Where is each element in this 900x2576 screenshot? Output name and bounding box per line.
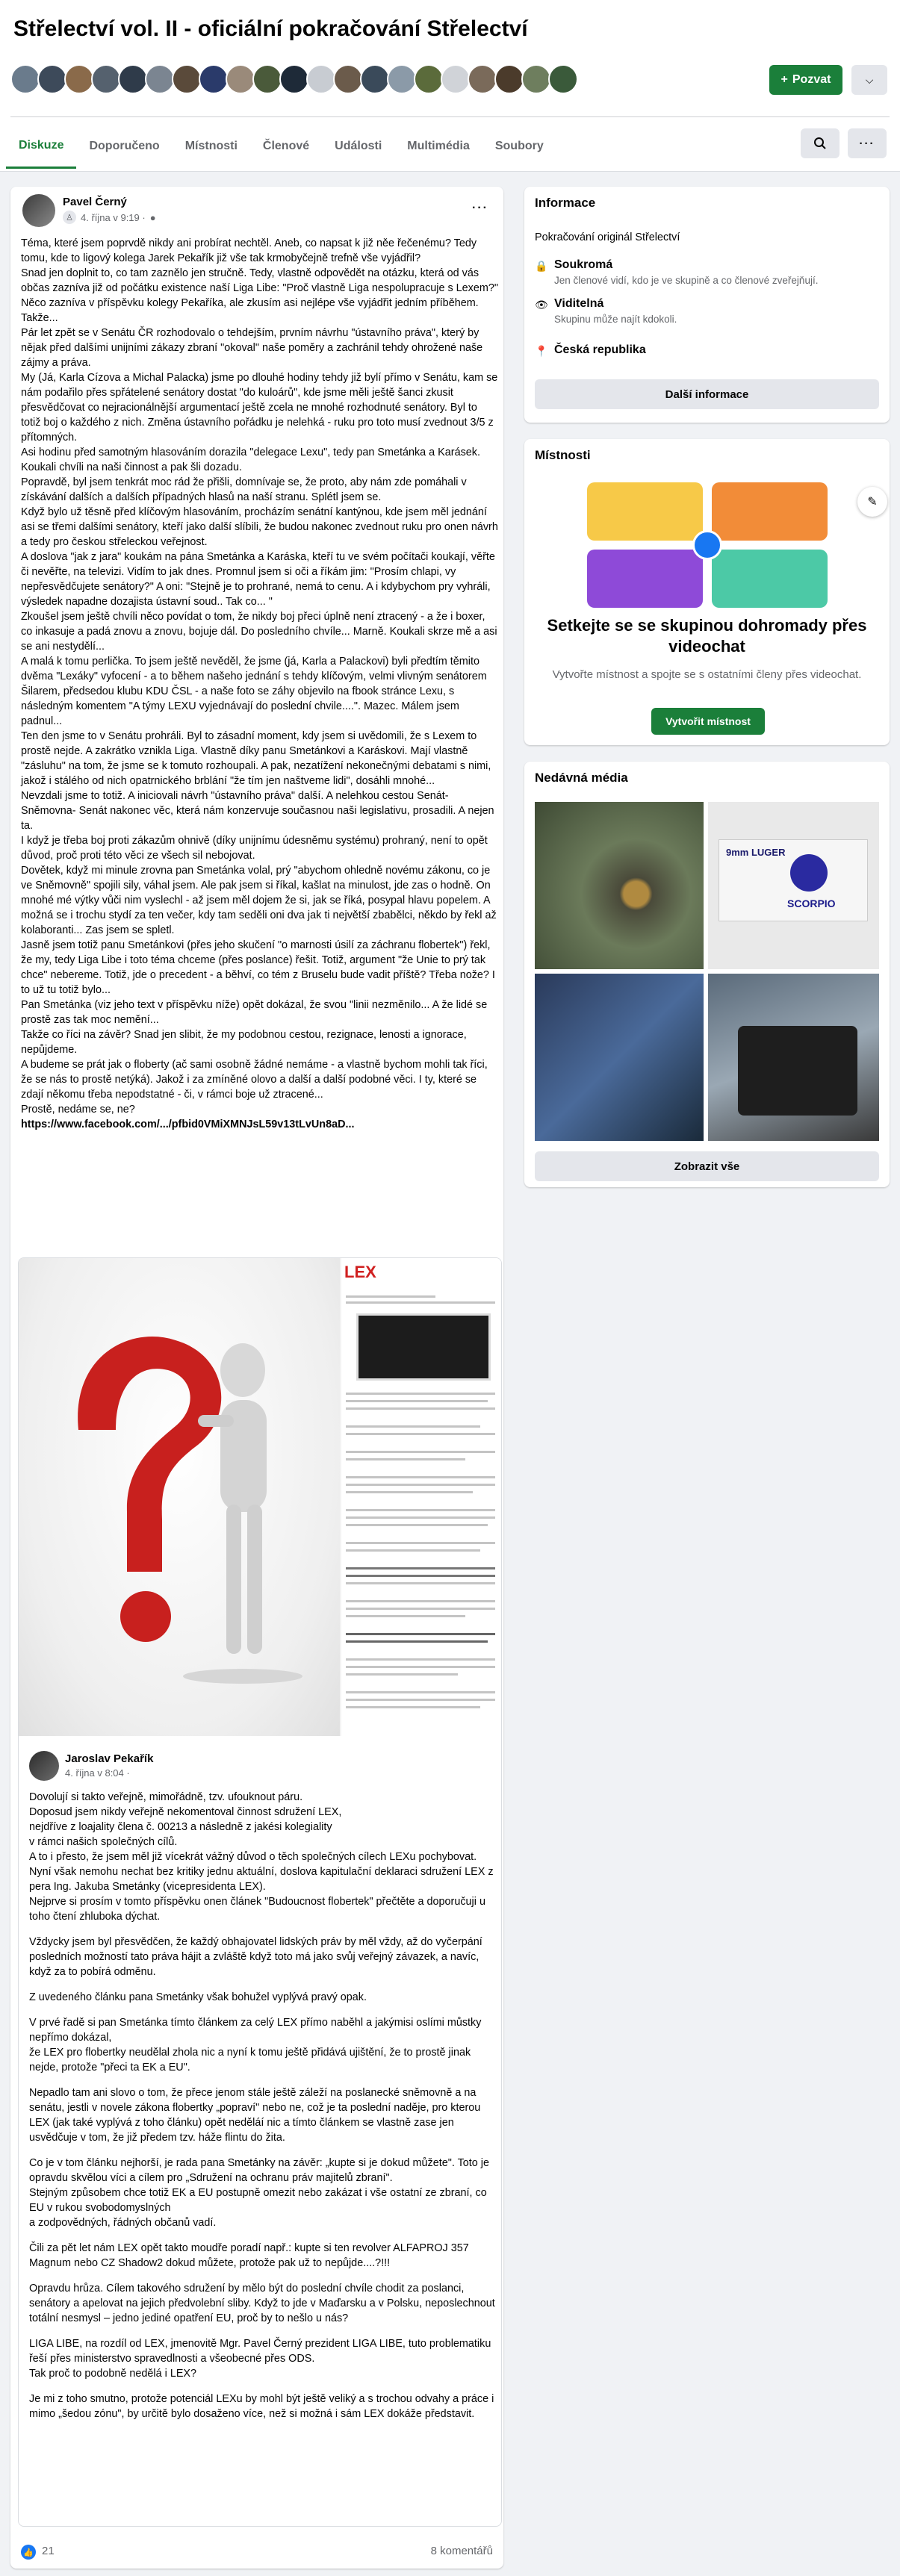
shared-paragraph: Opravdu hrůza. Cílem takového sdružení by mělo být do poslední chvíle chodit za poslanci, senátory a apelovat na jejich předvolební sliby. Když to jde v Maďarsku a v Polsku, neposlechnout totální nesmysl – jedno jediné opatření EU, proč by to nešlo u nás? [29, 2283, 495, 2324]
invite-button[interactable] [769, 65, 842, 95]
search-button[interactable] [801, 128, 840, 158]
group-header [0, 0, 900, 172]
question-figure-image [19, 1258, 340, 1736]
media-item-pistol[interactable] [535, 974, 704, 1141]
show-all-button[interactable]: Zobrazit vše [535, 1151, 879, 1181]
rooms-headline: Setkejte se se skupinou dohromady přes videochat [547, 616, 867, 656]
header-more-button[interactable] [851, 65, 887, 95]
member-avatar[interactable] [306, 64, 336, 94]
rooms-tile [587, 550, 703, 608]
rooms-title: Místnosti [535, 448, 591, 462]
doc-line [346, 1301, 495, 1304]
post-paragraph: Takže co říci na závěr? Snad jen slibit, že my podobnou cestou, rezignace, lenosti a ignorace, nepůjdeme. [21, 1029, 467, 1056]
lex-logo: LEX [344, 1263, 376, 1281]
post-paragraph: My (Já, Karla Cízova a Michal Palacka) jsme po dlouhé hodiny tehdy již bylí přímo v Senátu, kam se nám podařilo přes spřátelené senátory dostat "do kuloárů", kde jsme měli ještě šanci zkusit přesvědčovat co nejracionálnější argumentací ještě zcela ne mnohé rozhodnuté senátory. Byl to totiž boj o každého z nich. Změna ústavního pořádku je nelehká - ruku pro toto musí zvednout 3/5 z přítomných. [21, 372, 498, 444]
shared-paragraph: Co je v tom článku nejhorší, je rada pana Smetánky na závěr: „kupte si je dokud můžete". Toto je opravdu skvělou víci a cílem pro „Sdružení na ochranu práv majitelů zbraní". Stejným způsobem chce totiž EK a EU postupně omezit nebo zakázat i vše ostatní ze zbraní, co EU v rukou svobodomyslných a zodpovědných, řádných občanů vadí. [29, 2157, 489, 2229]
post-paragraph: Snad jen doplnit to, co tam zaznělo jen stručně. Tedy, vlastně odpovědět na otázku, která od vás občas zazníva již od počátku existence naší Liga Libe: "Proč vlastně Liga nespolupracuje s Lexem?" [21, 267, 498, 294]
edit-icon: ✎ [867, 496, 878, 508]
doc-line [346, 1666, 495, 1668]
tab-members[interactable]: Členové [262, 140, 310, 152]
doc-line [346, 1407, 495, 1410]
tab-media[interactable]: Multimédia [407, 140, 470, 152]
doc-line [346, 1509, 495, 1511]
doc-line [346, 1542, 495, 1544]
doc-line [346, 1608, 495, 1610]
doc-line [346, 1658, 495, 1661]
post-paragraph: Dovětek, když mi minule zrovna pan Smetánka volal, prý "abychom ohledně novému zákonu, co je ve Sněmovně" spojili sily, váhal jsem. Ale pak jsem si říkal, kašlat na minulost, jde zas o hodně. On mnohé mé výtky vůči nim vyslechl - až jsem měl dojem že si, jak se říká, posypal hlavu popelem. A možná se i trochu stydí za ten večer, kdy tam seděli oni dva jak ti největší zbabělci, někdo by řekl až kolaboranti... Zas jsem se spletl. [21, 865, 497, 936]
member-avatar[interactable] [252, 64, 282, 94]
lock-icon: 🔒 [535, 260, 548, 272]
rooms-illustration [587, 482, 828, 608]
media-item-case[interactable] [708, 974, 879, 1141]
media-item-scorpio-ammo[interactable] [708, 802, 879, 969]
privacy-label: Soukromá [554, 258, 613, 271]
shared-paragraph: Vždycky jsem byl přesvědčen, že každý obhajovatel lidských práv by měl vždy, až do vyčerpání posledních možností tato práva hájit a zvláště když toto má jako svůj veřejný závazek, a navíc, když za to pobírá odměnu. [29, 1936, 482, 1978]
media-title: Nedávná média [535, 771, 628, 785]
member-avatar[interactable] [172, 64, 202, 94]
member-avatar[interactable] [145, 64, 175, 94]
doc-line [346, 1400, 488, 1402]
rooms-card [524, 439, 890, 745]
doc-line [346, 1673, 458, 1676]
visibility-label: Viditelná [554, 297, 604, 310]
post-paragraph: Prostě, nedáme se, ne? [21, 1104, 135, 1116]
media-item-bullet[interactable] [535, 802, 704, 969]
post-paragraph: Když bylo už těsně před klíčovým hlasováním, procházím senátní kantýnou, kde jsem měl jednání asi se třemi dalšími senátory, kteří jako další slíbili, že budou nakonec zvednout ruku pro onen návrh a tedy pro českou střeleckou veřejnost. [21, 506, 498, 548]
info-card [524, 187, 890, 423]
member-avatar[interactable] [199, 64, 229, 94]
info-description: Pokračování originál Střelectví [535, 231, 680, 243]
member-avatar[interactable] [226, 64, 255, 94]
doc-line [346, 1425, 480, 1428]
tabs-more-button[interactable] [848, 128, 887, 158]
tab-events[interactable]: Události [335, 140, 382, 152]
doc-line [346, 1600, 495, 1602]
shared-paragraph: LIGA LIBE, na rozdíl od LEX, jmenovitě Mgr. Pavel Černý prezident LIGA LIBE, tuto problematiku řeší přes ministerstvo spravedlnosti a všeobecné přes ODS. Tak proč to podobně nedělá i LEX? [29, 2338, 491, 2380]
eye-icon: 👁 [535, 299, 548, 311]
privacy-sub: Jen členové vidí, kdo je ve skupině a co členové zveřejňují. [554, 275, 819, 286]
globe-icon: ● [149, 211, 156, 223]
doc-line [346, 1393, 495, 1395]
location-icon: 📍 [535, 345, 548, 357]
lex-document-image [341, 1258, 502, 1736]
member-avatar[interactable] [64, 64, 94, 94]
doc-line [346, 1575, 495, 1577]
post-time[interactable]: 4. října v 9:19 · [81, 211, 146, 223]
shared-paragraph: Nepadlo tam ani slovo o tom, že přece jenom stále ještě záleží na poslanecké sněmovně a na senátu, jestli v novele zákona flobertky „popraví" nebo ne, což je ta poslední naděje, pro kterou LEX (jak také vyplývá z toho článku) opět neděláí nic a tímto článkem se vlastně zase jen usvědčuje v tom, že již předem tzv. háže flintu do žita. [29, 2087, 481, 2144]
doc-line [346, 1633, 495, 1635]
plus-icon: + [780, 73, 788, 86]
post-paragraph: Asi hodinu před samotným hlasováním dorazila "delegace Lexu", tedy pan Smetánka a Karásek. Koukali chvíli na naši činnost a pak šli dozadu. [21, 447, 480, 473]
tab-rooms[interactable]: Místnosti [184, 140, 238, 152]
shared-image[interactable] [19, 1258, 502, 1736]
shared-paragraph: Dovolují si takto veřejně, mimořádně, tzv. ufouknout páru. Doposud jsem nikdy veřejně nekomentoval činnost sdružení LEX, nejdříve z loajality člena č. 00213 a následně z jakési kolegiality v rámci našich společných cílů. A to i přesto, že jsem měl již vícekrát vážný důvod o těch společných cílech LEXu pochybovat. Nyní však nemohu nechat bez kritiky jednu aktuální, doslova kapitulační deklaraci sdružení LEX z pera Ing. Jakuba Smetánky (vicepresidenta LEX). Nejprve si prosím v tomto příspěvku onen článek "Budoucnost flobertek" přečtěte a doporučuji u toho čtení zhluboka dýchat. [29, 1791, 494, 1923]
info-title: Informace [535, 196, 596, 210]
member-avatar[interactable] [360, 64, 390, 94]
rooms-description: Vytvořte místnost a spojte se s ostatními členy přes videochat. [552, 668, 862, 681]
tab-featured[interactable]: Doporučeno [89, 140, 160, 152]
shared-body [29, 1790, 495, 2432]
doc-line [346, 1476, 495, 1478]
chevron-down-icon: ⌵ [865, 73, 874, 86]
post-paragraph: Něco zazníva v příspěvku kolegy Pekaříka, ale zkusím asi nejlépe vše vyjádřit jedním příběhem. Takže... [21, 297, 479, 324]
member-avatar[interactable] [279, 64, 309, 94]
visibility-sub: Skupinu může najít kdokoli. [554, 314, 677, 325]
header-divider [10, 116, 890, 117]
shared-time[interactable]: 4. října v 8:04 · [65, 1767, 130, 1779]
doc-line [346, 1699, 495, 1701]
doc-line [346, 1567, 495, 1569]
revolver-photo [356, 1313, 491, 1381]
shared-author[interactable]: Jaroslav Pekařík [65, 1752, 154, 1765]
member-avatar[interactable] [37, 64, 67, 94]
doc-line [346, 1549, 480, 1552]
member-avatar[interactable] [468, 64, 497, 94]
member-avatar[interactable] [521, 64, 551, 94]
comments-count[interactable]: 8 komentářů [430, 2545, 493, 2557]
more-icon: ··· [859, 137, 875, 150]
doc-line [346, 1582, 495, 1584]
post-paragraph: Nevzdali jsme to totiž. A iniciovali návrh "ústavního práva" další. A nelehkou cestou Senát-Sněmovna- Senát nakonec věc, která nám konzervuje současnou naši legislativu, prosadili. A nejen ta. [21, 790, 494, 832]
like-icon: 👍 [21, 2545, 36, 2560]
more-info-button[interactable]: Další informace [535, 379, 879, 409]
post-paragraph: Pan Smetánka (viz jeho text v příspěvku níže) opět dokázal, že svou "linii nezměnilo... A že lidé se prostě zas tak moc nemění... [21, 999, 488, 1026]
shared-paragraph: V prvé řadě si pan Smetánka tímto článkem za celý LEX přímo naběhl a jakýmisi oslími můstky nepřímo dokázal, že LEX pro flobertky neudělal zhola nic a nyní k tomu ještě přidává ujištění, že to prostě jinak nejde, protože "přeci ta EK a EU". [29, 2017, 482, 2073]
rooms-tile [712, 550, 828, 608]
member-avatar[interactable] [441, 64, 471, 94]
post [10, 187, 503, 2569]
post-paragraph: Ten den jsme to v Senátu prohráli. Byl to zásadní moment, kdy jsem si uvědomili, že s Lexem to prostě nejde. A zakrátko vznikla Liga. Vlastně díky panu Smetánkovi a Karáskovi. Mají vlastně "zásluhu" na tom, že jsme se k tomuto rozhoupali. A pak, nezatížení nekonečnými debatami s nimi, jakož i stálého od nich opatrnického brblání "že tím jen naštveme lidi", dosáhli mnohé... [21, 730, 491, 787]
member-avatars[interactable] [10, 64, 575, 97]
member-avatar[interactable] [414, 64, 444, 94]
doc-line [346, 1706, 480, 1708]
avatar[interactable] [22, 194, 55, 227]
post-paragraph: Téma, které jsem poprvdě nikdy ani probírat nechtěl. Aneb, co napsat k již něe řečenému? Tedy tomu, kde to ligový kolega Jarek Pekařík již vše tak krmobyčejně trefně vše vyjádřil? [21, 237, 477, 264]
messenger-icon [692, 530, 722, 560]
member-avatar[interactable] [118, 64, 148, 94]
avatar[interactable] [29, 1751, 59, 1781]
rooms-tile [587, 482, 703, 541]
shared-post[interactable] [18, 1257, 502, 2527]
case-photo [738, 1026, 857, 1116]
luger-label: 9mm LUGER [726, 847, 786, 858]
post-paragraph: Zkoušel jsem ještě chvíli něco povídat o tom, že nikdy boj přeci úplně není ztracený - a že i boxer, co inkasuje a padá znovu a znovu, bojuje dál. Do posledního chvíle... Marně. Koukali skrze mě a asi se ani nestydělí... [21, 611, 497, 653]
invite-button-label: Pozvat [792, 73, 831, 86]
shared-paragraph: Čili za pět let nám LEX opět takto moudře poradí např.: kupte si ten revolver ALFAPROJ 357 Magnum nebo CZ Shadow2 dokud můžete, protože pak už to nepůjde....?!!! [29, 2242, 469, 2269]
post-link[interactable]: https://www.facebook.com/.../pfbid0VMiXMNJsL59v13tLvUn8aD... [21, 1119, 355, 1130]
rooms-tile [712, 482, 828, 541]
member-avatar[interactable] [387, 64, 417, 94]
doc-line [346, 1433, 495, 1435]
tab-files[interactable]: Soubory [494, 140, 544, 152]
member-avatar[interactable] [333, 64, 363, 94]
doc-line [346, 1615, 465, 1617]
create-room-button[interactable]: Vytvořit místnost [651, 708, 765, 735]
doc-line [346, 1491, 473, 1493]
scorpion-logo [790, 854, 828, 892]
tab-discussion[interactable]: Diskuze [6, 124, 76, 169]
post-paragraph: Pár let zpět se v Senátu ČR rozhodovalo o tehdejším, prvním návrhu "ústavního práva", který by nějak před dalšími unijními zákazy zbraní "okoval" naše poměry a zachránil tehdy ohrožené naše zájmy a práva. [21, 327, 483, 369]
post-paragraph: Jasně jsem totiž panu Smetánkovi (přes jeho skučení "o marnosti úsilí za záchranu flobertek") řekl, že my, tedy Liga Libe i toto téma chceme (přes poslance) řešit. Totiž, argument "že Unie to prý tak chce" nebereme. Totiž, jde o precedent - a běhví, co tém z Bruselu bude vadit příště? Třeba nože? I to už tu totiž bylo... [21, 939, 495, 996]
doc-line [346, 1458, 465, 1460]
media-card [524, 762, 890, 1187]
scorpio-label: SCORPIO [787, 897, 836, 909]
shared-paragraph: Z uvedeného článku pana Smetánky však bohužel vyplývá pravý opak. [29, 1991, 367, 2003]
post-body [21, 236, 499, 1132]
doc-line [346, 1484, 495, 1486]
shared-paragraph: Je mi z toho smutno, protože potenciál LEXu by mohl být ještě veliký a s trochou odvahy a práce i mimo „šedou zónu", by určitě bylo dosaženo více, než si možná i sám LEX dokáže představit. [29, 2393, 494, 2420]
post-paragraph: A malá k tomu perlička. To jsem ještě nevěděl, že jsme (já, Karla a Palackovi) byli předtím těmito dvěma "Lexáky" vyfocení - a to během našeho jednání s tehdy klíčovým, velmi vlivným senátorem Šilarem, předsedou klubu KDU ČSL - a naše foto se záhy objevilo na fbook stránce Lexu, s následným komentem "A týmy LEXU vyjednávají do poslední chvile....". Mazec. Málem jsem padnul... [21, 656, 487, 727]
post-paragraph: A doslova "jak z jara" koukám na pána Smetánka a Karáska, kteří tu ve svém počítači koukají, věřte či nevěřte, na televizi. Vidím to jak dnes. Promnul jsem si oči a říkám jim: "Prosím chlapi, vy nepřesvědčujete senátory?" A oni: "Stejně je to prohrané, nemá to cenu. A i kdybychom pry vyhráli, výsledek napadne dozajista ústavní soud.. Tak co... " [21, 551, 495, 608]
post-author[interactable]: Pavel Černý [63, 196, 127, 208]
member-avatar[interactable] [10, 64, 40, 94]
post-paragraph: A budeme se prát jak o floberty (ač sami osobně žádné nemáme - a vlastně bychom mohli tak říci, že se nás to prostě netýká). Jakož i za zmíněné olovo a další a další podobné věci. I ty, které se zdají někomu třeba nepodstatné - či, v rámci boje už ztracené... [21, 1059, 488, 1101]
question-mark-illustration [19, 1258, 340, 1736]
post-footer [21, 2543, 493, 2561]
doc-line [346, 1295, 435, 1298]
member-avatar[interactable] [91, 64, 121, 94]
media-grid [535, 802, 879, 1141]
doc-line [346, 1640, 488, 1643]
doc-line [346, 1516, 495, 1519]
doc-line [346, 1524, 488, 1526]
post-paragraph: I když je třeba boj proti zákazům ohnivě (díky unijnímu údesněmu systému) prohraný, není to opět důvod, proč proti této věci ze všech sil nebojovat. [21, 835, 488, 862]
member-avatar[interactable] [548, 64, 578, 94]
edit-button[interactable] [857, 487, 887, 517]
doc-line [346, 1451, 495, 1453]
group-tabs [6, 124, 556, 169]
post-paragraph: Popravdě, byl jsem tenkrát moc rád že přišli, domnívaje se, že proto, aby nám zde pomáhali v získávání dalších a dalších případných hlasů na naší stranu. Splétl jsem se. [21, 476, 467, 503]
post-meta [63, 211, 156, 224]
admin-badge-icon: ♙ [63, 211, 76, 224]
search-icon [813, 137, 827, 150]
reactions-count[interactable]: 21 [42, 2545, 55, 2557]
group-title: Střelectví vol. II - oficiální pokračování Střelectví [13, 16, 528, 41]
member-avatar[interactable] [494, 64, 524, 94]
post-menu-button[interactable]: ··· [472, 202, 488, 214]
location-label: Česká republika [554, 343, 646, 356]
doc-line [346, 1691, 495, 1693]
